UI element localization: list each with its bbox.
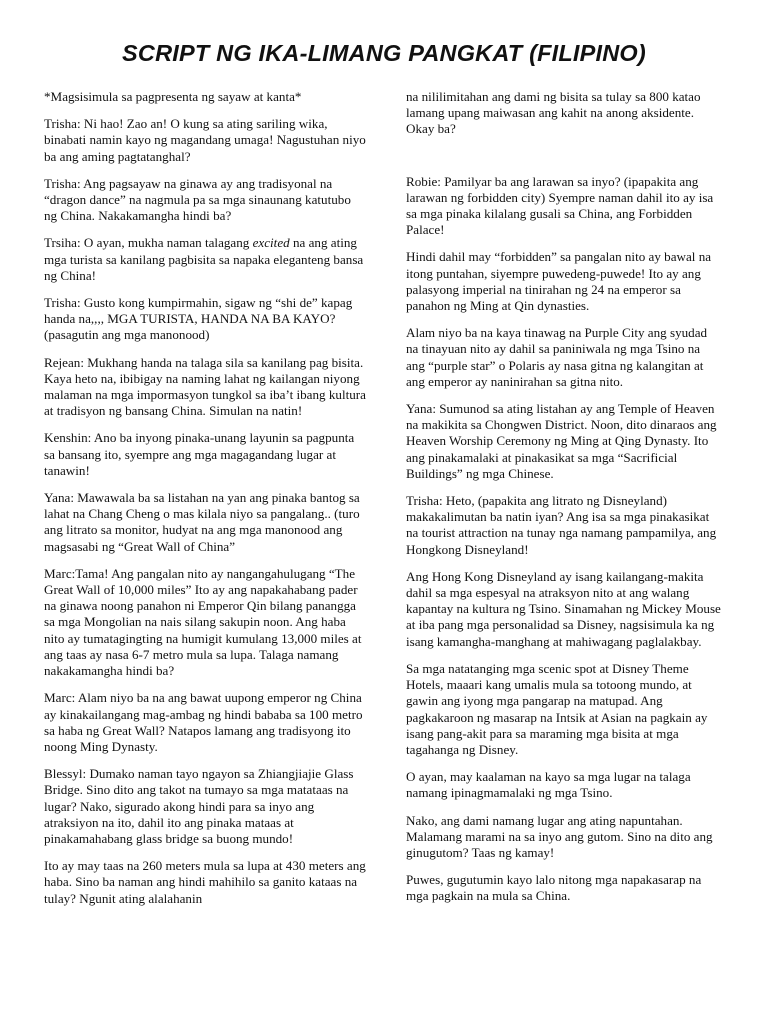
paragraph: Trisha: Gusto kong kumpirmahin, sigaw ng “shi de” kapag handa na,,,, MGA TURISTA, HANDA NA BA KAYO? (pasagutin ang mga manonood) [44, 295, 353, 343]
paragraph: Marc: Alam niyo ba na ang bawat uupong emperor ng China ay kinakailangang mag-ambag ng hindi bababa sa 100 metro sa haba ng Great Wall? Natapos lamang ang tradisyong ito noong Ming Dynasty. [44, 690, 363, 754]
paragraph: Marc:Tama! Ang pangalan nito ay nangangahulugang “The Great Wall of 10,000 miles” Ito ay ang napakahabang pader na ginawa noong panahon ni Emperor Qin bilang panangga sa mga Mongolian na nais silang sakupin noon. Ang haba nito ay tumatagingting na humigit kumulang 13,000 miles at ang taas ay nasa 6-7 metro mula sa lupa. Talaga namang nakakamangha hindi ba? [44, 565, 362, 679]
paragraph: Hindi dahil may “forbidden” sa pangalan nito ay bawal na itong puntahan, siyempre puwedeng-puwede! Ito ay ang palasyong imperial na tinirahan ng 24 na emperor sa panahon ng Ming at Qin dynasties. [406, 249, 712, 314]
paragraph: Ito ay may taas na 260 meters mula sa lupa at 430 meters ang haba. Sino ba naman ang hindi mahihilo sa ganito kataas na tulay? Ngunit ating alalahanin [44, 858, 366, 906]
paragraph: na nililimitahan ang dami ng bisita sa tulay sa 800 katao lamang upang maiwasan ang kahit na anong aksidente. Okay ba? [406, 89, 701, 137]
paragraph: Nako, ang dami namang lugar ang ating napuntahan. Malamang marami na sa inyo ang gutom. Sino na dito ang ginugutom? Taas ng kamay! [406, 812, 713, 860]
paragraph: O ayan, may kaalaman na kayo sa mga lugar na talaga namang ipinagmamalaki ng mga Tsino. [406, 769, 691, 801]
paragraph: Yana: Mawawala ba sa listahan na yan ang pinaka bantog sa lahat na Chang Cheng o mas kilala niyo sa pangalang.. (turo ang litrato sa monitor, hudyat na ang mga manonood ang magsasabi ng “Great Wall of China” [44, 490, 360, 554]
right-column [406, 89, 722, 916]
paragraph: Trisha: Ang pagsayaw na ginawa ay ang tradisyonal na “dragon dance” na nagmula pa sa mga sinaunang katutubo ng China. Nakakamangha hindi ba? [44, 175, 351, 224]
paragraph: Trisha: Heto, (papakita ang litrato ng Disneyland) makakalimutan ba natin iyan? Ang isa sa mga pinakasikat na tourist attraction na tunay nga namang pampamilya, ang Hongkong Disneyland! [406, 493, 717, 557]
paragraph: Alam niyo ba na kaya tinawag na Purple City ang syudad na tinayuan nito ay dahil sa paniniwala ng mga Tsino na ang “purple star” o Polaris ay nasa gitna ng kalangitan at ang emperor ay naninirahan sa gitna nito. [406, 325, 708, 389]
paragraph: Trisha: Ni hao! Zao an! O kung sa ating sariling wika, binabati namin kayo ng magandang umaga! Nagustuhan niyo ba ang aming pagtatanghal? [44, 116, 366, 164]
left-column [44, 89, 366, 918]
paragraph: Blessyl: Dumako naman tayo ngayon sa Zhiangjiajie Glass Bridge. Sino dito ang takot na tumayo sa mga matataas na lugar? Nako, sigurado akong hindi para sa inyo ang atraksiyon na ito, dahil ito ang pinaka mataas at pinakamahabang glass bridge sa buong mundo! [44, 766, 354, 846]
emphasis: excited [252, 235, 290, 251]
paragraph: Puwes, gugutumin kayo lalo nitong mga napakasarap na mga pagkain na mula sa China. [406, 872, 702, 904]
paragraph: Robie: Pamilyar ba ang larawan sa inyo? (ipapakita ang larawan ng forbidden city) Syempre naman dahil ito ay isa sa mga pinaka kilalang gusali sa China, ang Forbidden Palace! [406, 173, 714, 238]
paragraph: Rejean: Mukhang handa na talaga sila sa kanilang pag bisita. Kaya heto na, ibibigay na naming lahat ng kailangan niyong malaman na mga impormasyon tungkol sa iba’t ibang kultura at tradisyon ng bansang China. Simulan na natin! [44, 354, 366, 419]
paragraph: Ang Hong Kong Disneyland ay isang kailangang-makita dahil sa mga espesyal na atraksyon nito at ang walang kapantay na kultura ng Tsino. Sinamahan ng Mickey Mouse at iba pang mga personalidad sa Disney, nagsisimula ka ng isang kamangha-manghang at mahiwagang paglalakbay. [406, 568, 721, 649]
paragraph: *Magsisimula sa pagpresenta ng sayaw at kanta* [44, 89, 302, 104]
paragraph: Kenshin: Ano ba inyong pinaka-unang layunin sa pagpunta sa bansang ito, syempre ang mga magagandang lugar at tanawin! [44, 430, 355, 478]
spacer [406, 149, 722, 174]
paragraph: Sa mga natatanging mga scenic spot at Disney Theme Hotels, maaari kang umalis mula sa totoong mundo, at gawin ang iyong mga pangarap na matupad. Ang pagkakaroon ng masarap na Intsik at Asian na pagkain ay isang pang-akit para sa maraming mga bisita at mga tagahanga ng Disney. [406, 660, 708, 757]
paragraph: Trsiha: O ayan, mukha naman talagang excited na ang ating mga turista sa kanilang pagbisita sa napaka eleganteng bansa ng China! [44, 235, 364, 283]
paragraph: Yana: Sumunod sa ating listahan ay ang Temple of Heaven na makikita sa Chongwen District. Noon, dito dinaraos ang Heaven Worship Ceremony ng Ming at Qing Dynasty. Ito ang pinakamalaki at pinakasikat sa mga “Sacrificial Buildings” ng mga Chinese. [406, 401, 717, 481]
document-title: SCRIPT NG IKA-LIMANG PANGKAT (FILIPINO) [122, 40, 646, 66]
